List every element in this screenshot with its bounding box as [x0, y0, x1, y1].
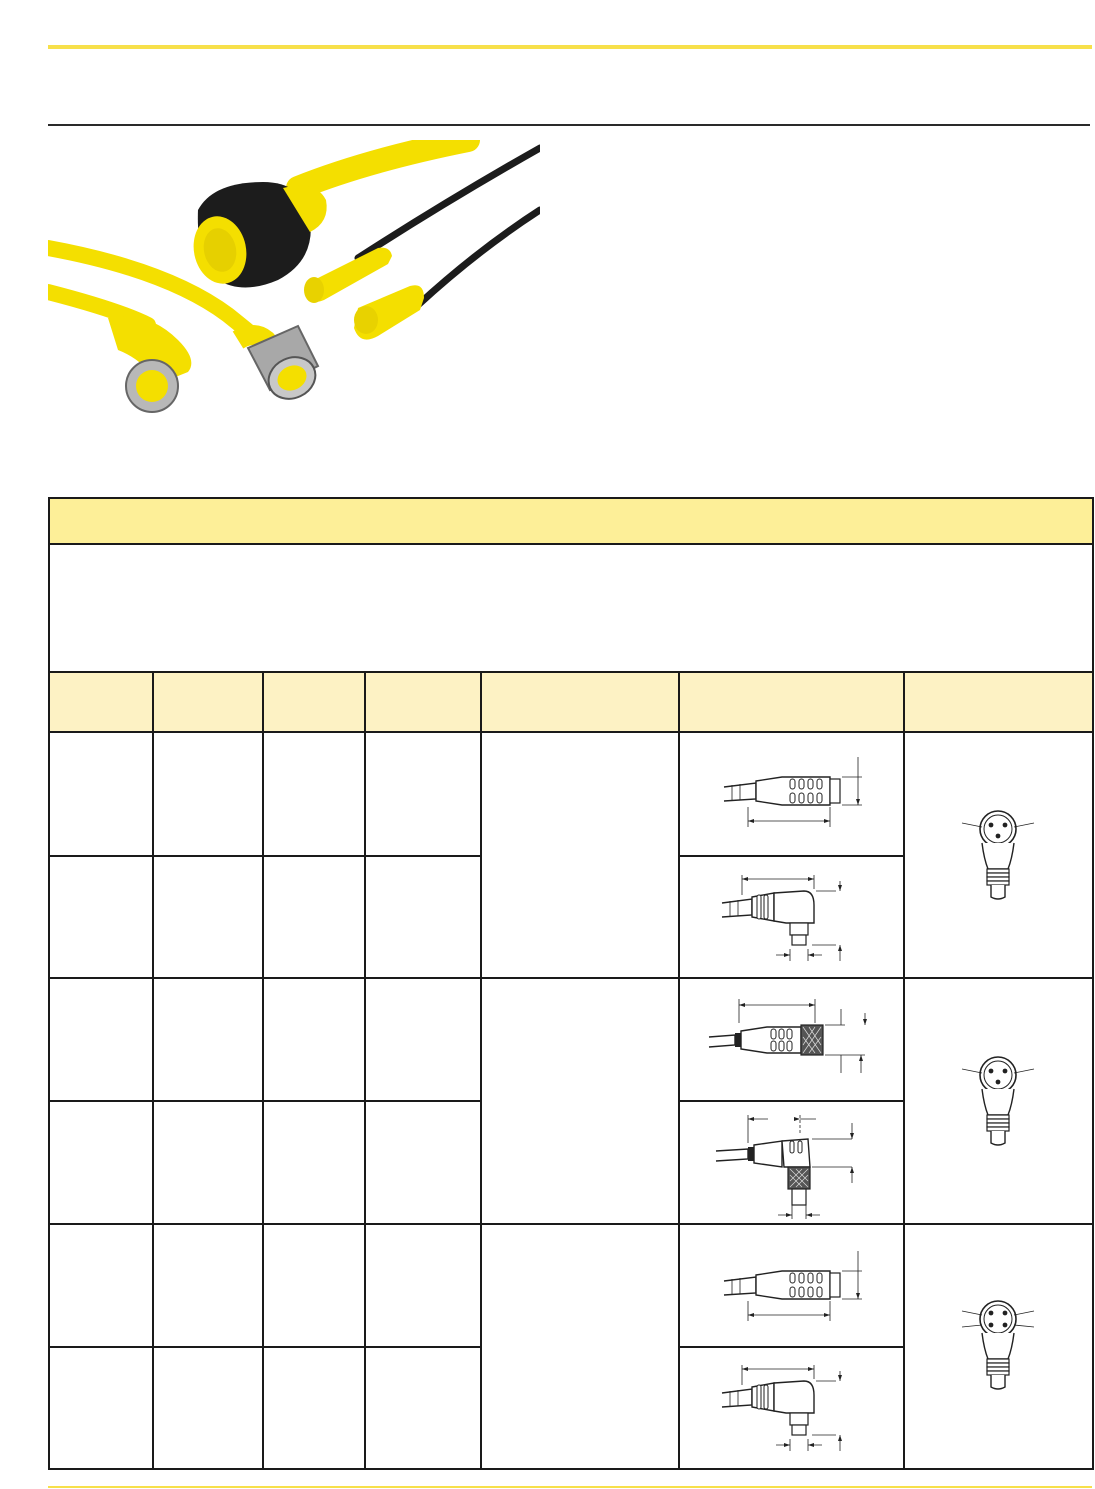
straight-knurled-connector-drawing [705, 993, 875, 1083]
row-divider [678, 1100, 903, 1102]
straight-connector-drawing [712, 745, 872, 835]
header-accent-rule [48, 45, 1092, 49]
three-pin-face-view-icon [958, 803, 1038, 913]
three-pin-face-view-icon [958, 1049, 1038, 1159]
spec-table [48, 497, 1094, 1470]
straight-connector-drawing [712, 1239, 872, 1329]
group-divider [50, 977, 1092, 979]
right-angle-knurled-connector-drawing [712, 1105, 872, 1225]
row-divider [678, 1346, 903, 1348]
cordset-connectors-photo [48, 140, 540, 440]
footer-accent-rule [48, 1486, 1092, 1488]
row-divider [50, 1100, 480, 1102]
column-divider [480, 671, 482, 1470]
spec-table-header-row [50, 671, 1092, 733]
column-divider [903, 671, 905, 1470]
column-divider [364, 671, 366, 1470]
group-divider [50, 1223, 1092, 1225]
four-pin-face-view-icon [958, 1293, 1038, 1403]
spec-table-intro [50, 545, 1092, 671]
right-angle-connector-drawing [712, 1351, 872, 1461]
right-angle-connector-drawing [712, 861, 872, 971]
header-divider-rule [48, 124, 1090, 126]
row-divider [50, 1346, 480, 1348]
column-divider [152, 671, 154, 1470]
column-divider [262, 671, 264, 1470]
spec-table-title-bar [50, 499, 1092, 545]
row-divider [678, 855, 903, 857]
row-divider [50, 855, 480, 857]
column-divider [678, 671, 680, 1470]
